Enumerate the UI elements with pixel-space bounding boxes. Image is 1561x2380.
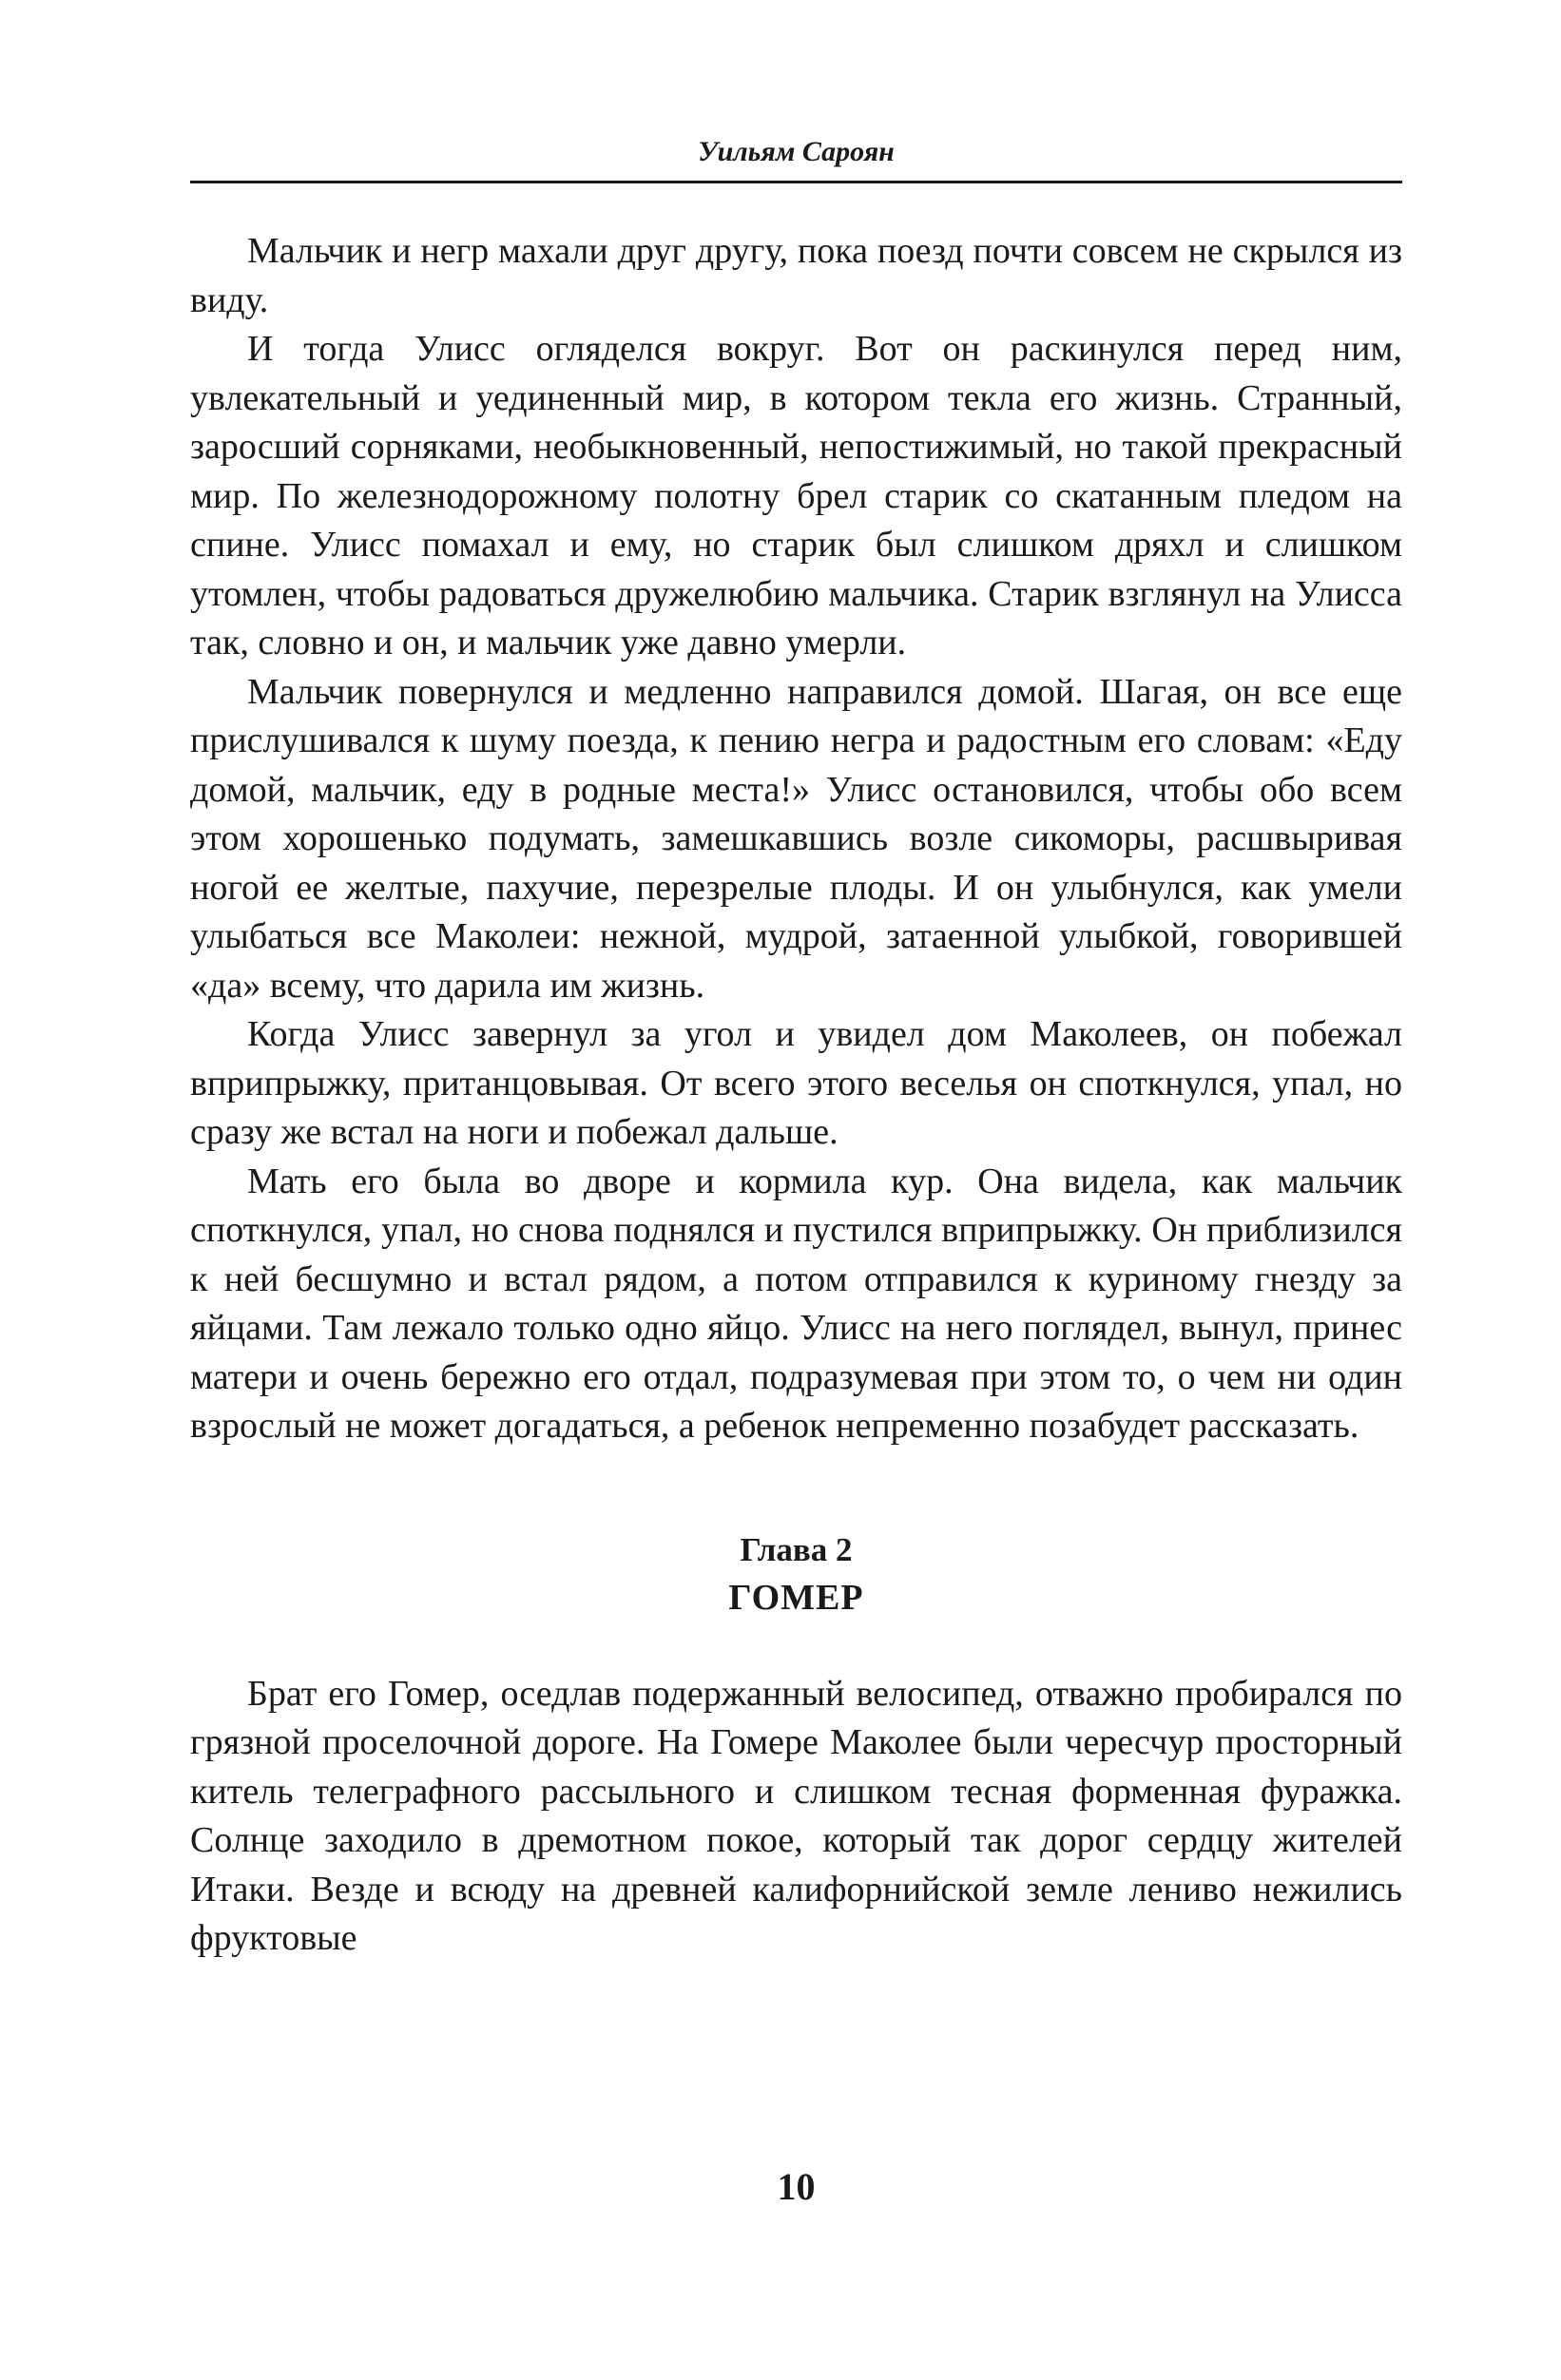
chapter-title: ГОМЕР bbox=[728, 1577, 864, 1618]
paragraph: Мальчик повернулся и медленно направился домой. Шагая, он все еще прислушивался к шуму поезда, к пению негра и радостным его словам: «Еду домой, мальчик, еду в родные места!» Улисс остановился, чтобы обо всем этом хорошенько подумать, замешкавшись возле сикоморы, расшвыривая ногой ее желтые, пахучие, перезрелые плоды. И он улыбнулся, как умели улыбаться все Маколеи: нежной, мудрой, затаенной улыбкой, говорившей «да» всему, что дарила им жизнь. bbox=[190, 671, 1402, 1006]
chapter-label: Глава 2 bbox=[740, 1530, 853, 1568]
paragraph: Когда Улисс завернул за угол и увидел дом Маколеев, он побежал вприпрыжку, пританцовывая. От всего этого веселья он споткнулся, упал, но сразу же встал на ноги и побежал дальше. bbox=[190, 1014, 1402, 1152]
page-number: 10 bbox=[777, 2165, 816, 2208]
chapter-heading bbox=[190, 1527, 1402, 1622]
chapter-body bbox=[190, 1670, 1402, 1964]
body-text bbox=[190, 227, 1402, 1451]
paragraph: И тогда Улисс огляделся вокруг. Вот он раскинулся перед ним, увлекательный и уединенный мир, в котором текла его жизнь. Странный, заросший сорняками, необыкновенный, непостижимый, но такой прекрасный мир. По железнодорожному полотну брел старик со скатанным пледом на спине. Улисс помахал и ему, но старик был слишком дряхл и слишком утомлен, чтобы радоваться дружелюбию мальчика. Старик взглянул на Улисса так, словно и он, и мальчик уже давно умерли. bbox=[190, 329, 1402, 662]
paragraph: Брат его Гомер, оседлав подержанный велосипед, отважно пробирался по грязной проселочной дороге. На Гомере Маколее были чересчур просторный китель телеграфного рассыльного и слишком тесная форменная фуражка. Солнце заходило в дремотном покое, который так дорог сердцу жителей Итаки. Везде и всюду на древней калифорнийской земле лениво нежились фруктовые bbox=[190, 1673, 1402, 1958]
paragraph: Мальчик и негр махали друг другу, пока поезд почти совсем не скрылся из виду. bbox=[190, 231, 1402, 320]
paragraph: Мать его была во дворе и кормила кур. Она видела, как мальчик споткнулся, упал, но снова поднялся и пустился вприпрыжку. Он приблизился к ней бесшумно и встал рядом, а потом отправился к куриному гнезду за яйцами. Там лежало только одно яйцо. Улисс на него поглядел, вынул, принес матери и очень бережно его отдал, подразумевая при этом то, о чем ни один взрослый не может догадаться, а ребенок непременно позабудет рассказать. bbox=[190, 1161, 1402, 1446]
running-head: Уильям Сароян bbox=[190, 133, 1402, 183]
book-page bbox=[190, 133, 1402, 2319]
